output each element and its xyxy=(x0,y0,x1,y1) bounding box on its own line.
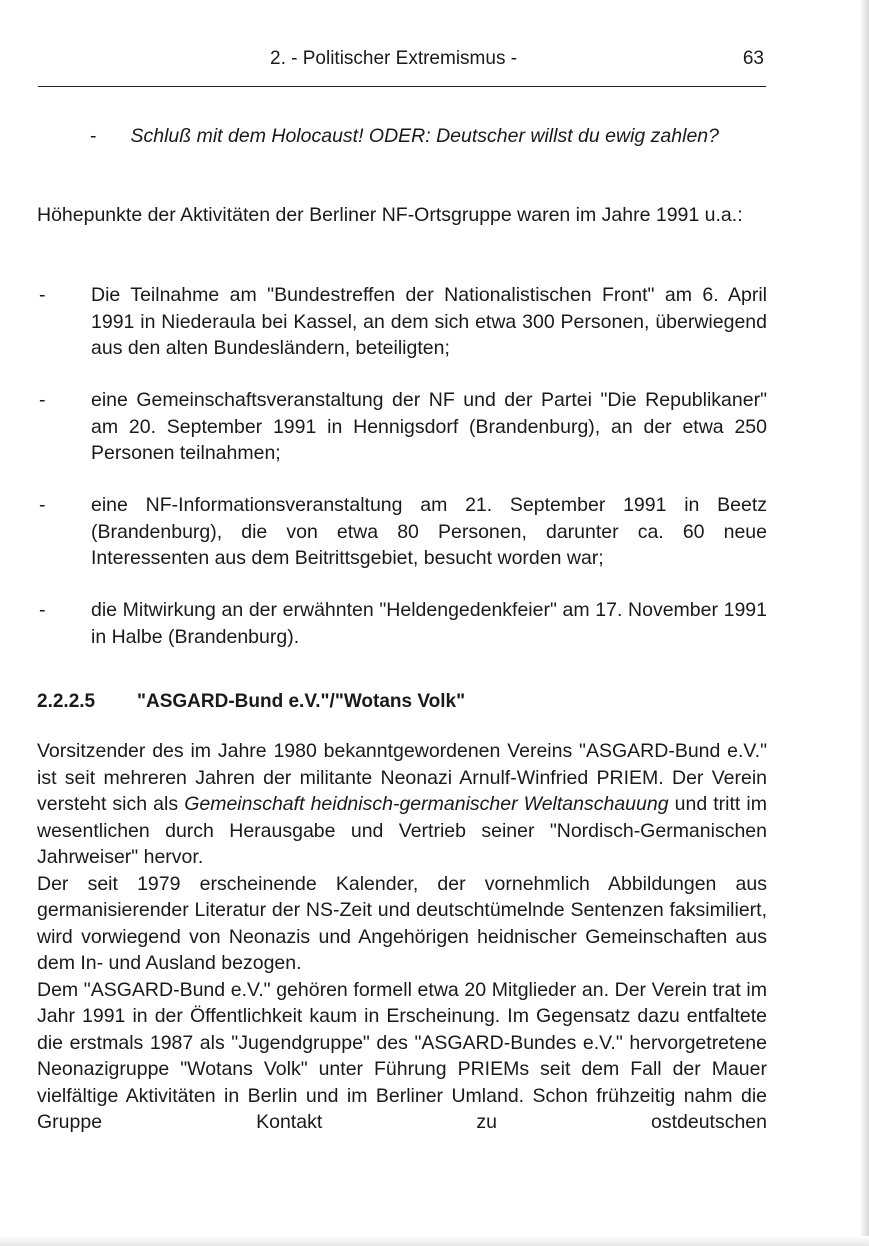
page-bottom-shadow xyxy=(0,1236,869,1246)
page-edge-shadow xyxy=(859,0,869,1246)
list-item-text: Die Teilnahme am "Bundestreffen der Nationalistischen Front" am 6. April 1991 in Niederaula bei Kassel, an dem sich etwa 300 Personen, überwiegend aus den alten Bundesländern, beteiligten; xyxy=(91,284,767,359)
paragraph-1-text-end: und tritt im wesentlichen durch Herausgabe und Vertrieb seiner "Nordisch-Germanischen Jahrweiser" hervor. xyxy=(37,793,767,868)
paragraph-1-italic: Gemeinschaft heidnisch-germanischer Weltanschauung xyxy=(184,793,669,815)
quoted-slogan xyxy=(90,123,766,150)
section-title: "ASGARD-Bund e.V."/"Wotans Volk" xyxy=(137,691,466,712)
body-text xyxy=(37,738,767,1136)
list-item xyxy=(37,387,767,467)
list-item xyxy=(37,492,767,572)
running-header xyxy=(38,46,766,87)
list-dash: - xyxy=(39,389,46,411)
page-number: 63 xyxy=(742,48,764,69)
quote-text: Schluß mit dem Holocaust! ODER: Deutscher willst du ewig zahlen? xyxy=(130,125,719,147)
intro-paragraph: Höhepunkte der Aktivitäten der Berliner NF-Ortsgruppe waren im Jahre 1991 u.a.: xyxy=(37,204,743,226)
list-item-text: eine NF-Informationsveranstaltung am 21. September 1991 in Beetz (Brandenburg), die von etwa 80 Personen, darunter ca. 60 neue Interessenten aus dem Beitrittsgebiet, besucht worden war; xyxy=(91,494,767,569)
paragraph-3: Dem "ASGARD-Bund e.V." gehören formell etwa 20 Mitglieder an. Der Verein trat im Jahr 1991 in der Öffentlichkeit kaum in Erscheinung. Im Gegensatz dazu entfaltete die erstmals 1987 als "Jugendgruppe" des "ASGARD-Bundes e.V." hervorgetretene Neonazigruppe "Wotans Volk" unter Führung PRIEMs seit dem Fall der Mauer vielfältige Aktivitäten in Berlin und im Berliner Umland. Schon frühzeitig nahm die Gruppe Kontakt zu ostdeutschen xyxy=(37,978,767,1133)
list-item-text: eine Gemeinschaftsveranstaltung der NF und der Partei "Die Republikaner" am 20. September 1991 in Hennigsdorf (Brandenburg), an der etwa 250 Personen teilnahmen; xyxy=(91,389,767,464)
paragraph-1 xyxy=(37,738,767,871)
list-dash: - xyxy=(39,284,46,306)
list-item-text: die Mitwirkung an der erwähnten "Heldengedenkfeier" am 17. November 1991 in Halbe (Brandenburg). xyxy=(91,599,767,648)
quote-dash: - xyxy=(90,125,97,147)
paragraph-1-text: Vorsitzender des im Jahre 1980 bekanntgewordenen Vereins "ASGARD-Bund e.V." ist seit mehreren Jahren der militante Neonazi Arnulf-Winfried PRIEM. Der Verein versteht sich als xyxy=(37,740,767,815)
list-item xyxy=(37,282,767,362)
paragraph-2: Der seit 1979 erscheinende Kalender, der vornehmlich Abbildungen aus germanisierender Literatur der NS-Zeit und deutschtümelnde Sentenzen faksimiliert, wird vorwiegend von Neonazis und Angehörigen heidnischer Gemeinschaften aus dem In- und Ausland bezogen. xyxy=(37,872,767,974)
section-number: 2.2.2.5 xyxy=(37,691,96,712)
running-header-title: 2. - Politischer Extremismus - xyxy=(270,48,518,69)
list-item xyxy=(37,597,767,650)
section-heading xyxy=(37,691,465,713)
list-dash: - xyxy=(39,599,46,621)
list-dash: - xyxy=(39,494,46,516)
